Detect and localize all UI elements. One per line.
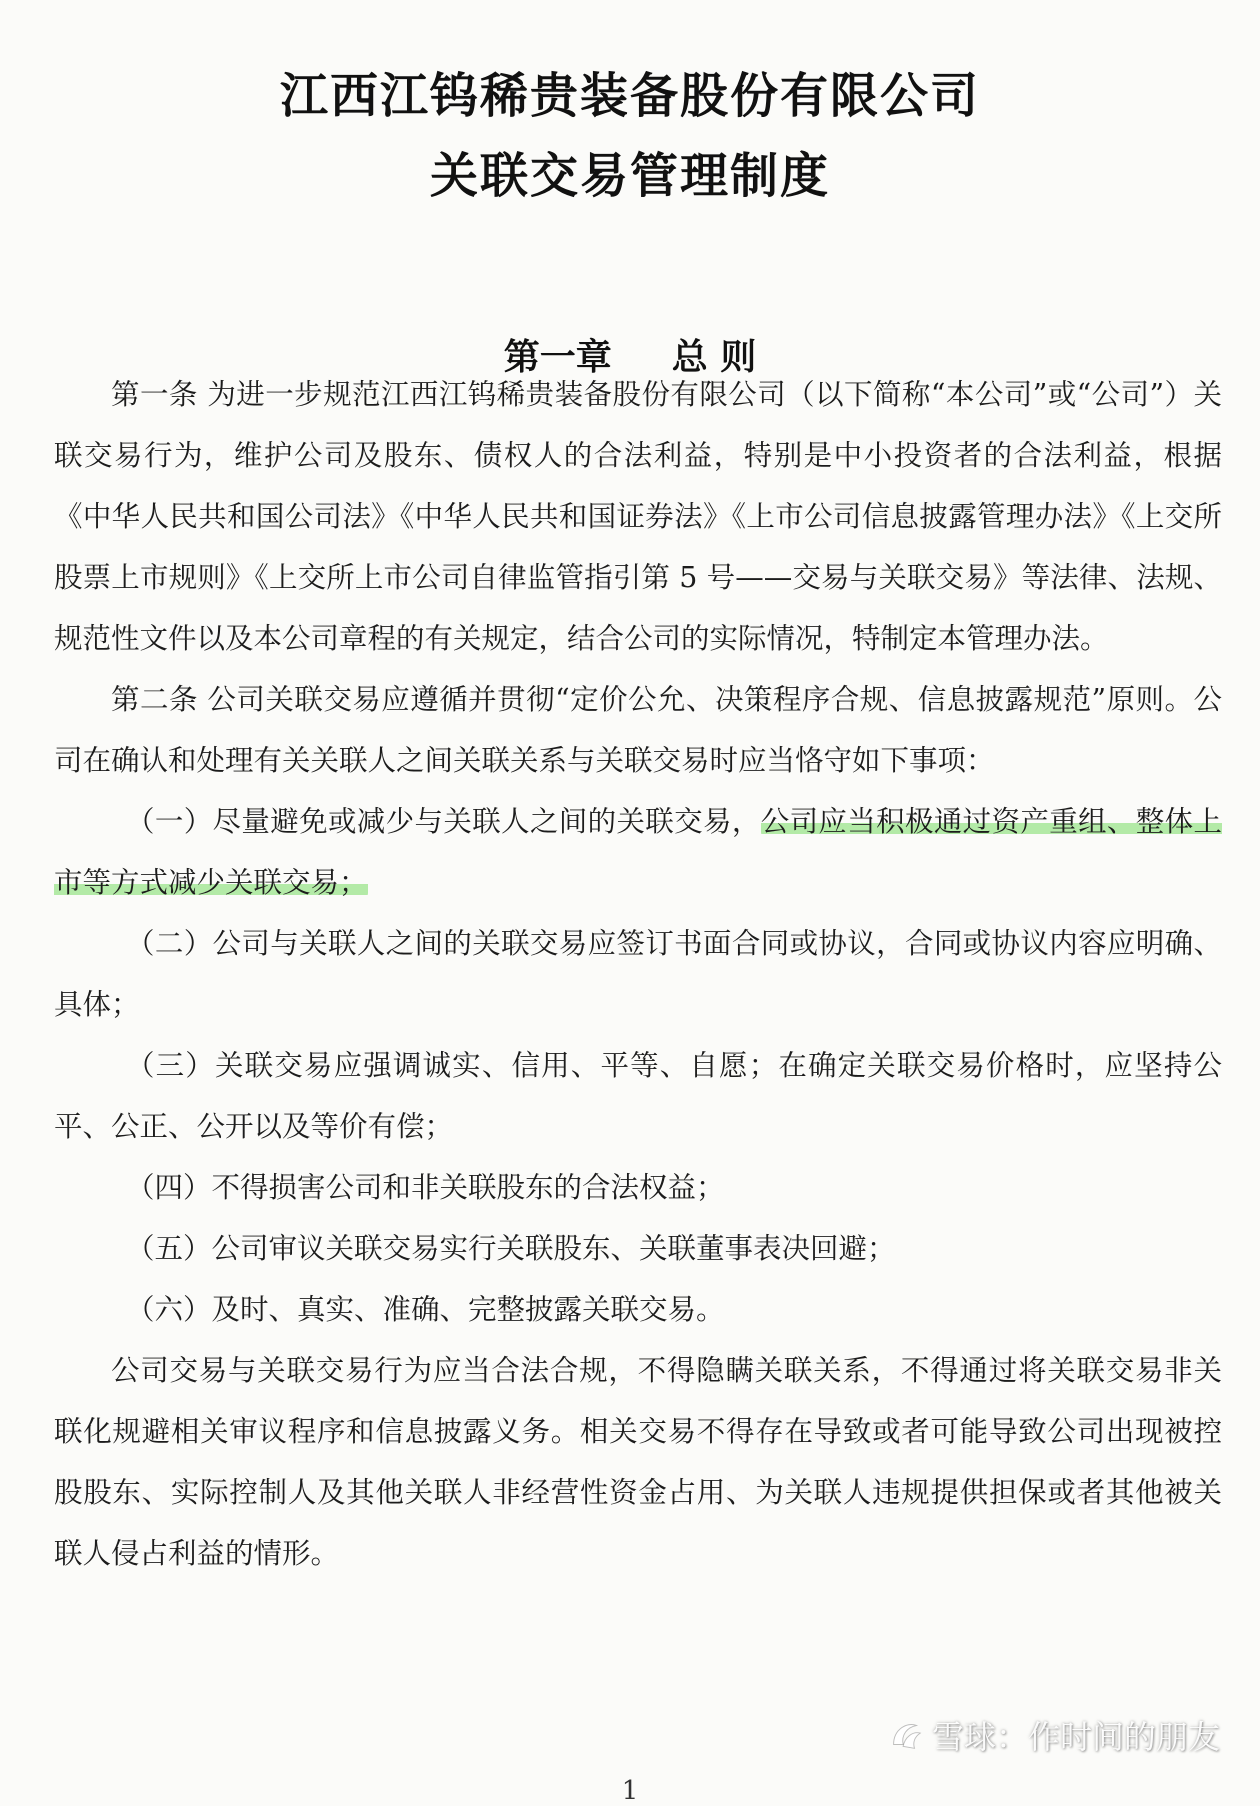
closing-paragraph: 公司交易与关联交易行为应当合法合规，不得隐瞒关联关系，不得通过将关联交易非关联化规避相关审议程序和信息披露义务。相关交易不得存在导致或者可能导致公司出现被控股股东、实际控制人及其他关联人非经营性资金占用、为关联人违规提供担保或者其他被关联人侵占利益的情形。 bbox=[54, 1354, 1222, 1570]
item-1-text: （一）尽量避免或减少与关联人之间的关联交易， bbox=[126, 805, 761, 838]
chapter-number: 第一章 bbox=[503, 337, 612, 378]
snowball-logo-icon bbox=[886, 1716, 924, 1754]
chapter-name: 总 则 bbox=[671, 337, 757, 378]
watermark-text: 雪球：作时间的朋友 bbox=[931, 1718, 1220, 1756]
document-body bbox=[54, 364, 1222, 1584]
document-title-regulation: 关联交易管理制度 bbox=[429, 148, 830, 204]
article-2-item-1 bbox=[54, 791, 1222, 913]
watermark bbox=[886, 1712, 1220, 1758]
article-2-item-4: （四）不得损害公司和非关联股东的合法权益； bbox=[126, 1171, 725, 1204]
document-title-company: 江西江钨稀贵装备股份有限公司 bbox=[279, 68, 980, 124]
page-number: 1 bbox=[621, 1776, 639, 1806]
article-2-item-3: （三）关联交易应强调诚实、信用、平等、自愿；在确定关联交易价格时，应坚持公平、公正、公开以及等价有偿； bbox=[54, 1049, 1222, 1143]
article-2-item-2: （二）公司与关联人之间的关联交易应签订书面合同或协议，合同或协议内容应明确、具体； bbox=[54, 927, 1222, 1021]
highlighted-text: 公司应当积极通过资产重组、整体上市等方式减少关联交易； bbox=[54, 805, 1222, 899]
article-2-item-6: （六）及时、真实、准确、完整披露关联交易。 bbox=[126, 1293, 725, 1326]
article-1: 第一条 为进一步规范江西江钨稀贵装备股份有限公司（以下简称“本公司”或“公司”）关联交易行为，维护公司及股东、债权人的合法利益，特别是中小投资者的合法利益，根据《中华人民共和国公司法》《中华人民共和国证券法》《上市公司信息披露管理办法》《上交所股票上市规则》《上交所上市公司自律监管指引第 5 号——交易与关联交易》等法律、法规、规范性文件以及本公司章程的有关规定，结合公司的实际情况，特制定本管理办法。 bbox=[54, 378, 1222, 655]
article-2: 第二条 公司关联交易应遵循并贯彻“定价公允、决策程序合规、信息披露规范”原则。公司在确认和处理有关关联人之间关联关系与关联交易时应当恪守如下事项： bbox=[54, 683, 1222, 777]
article-2-item-5: （五）公司审议关联交易实行关联股东、关联董事表决回避； bbox=[126, 1232, 896, 1265]
